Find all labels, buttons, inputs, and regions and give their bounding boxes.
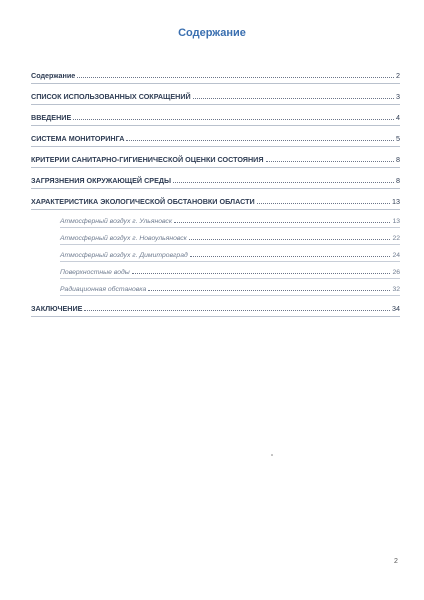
toc-entry-label: ВВЕДЕНИЕ [31, 113, 72, 122]
leader-dots [84, 309, 390, 311]
divider [31, 125, 400, 126]
toc-entry-criteria[interactable] [31, 152, 400, 164]
toc-entry-conclusion[interactable] [31, 301, 400, 313]
toc-entry-label: Радиационная обстановка [60, 286, 147, 293]
divider [31, 188, 400, 189]
leader-dots [126, 139, 394, 141]
leader-dots [174, 221, 390, 223]
toc-entry-pollution[interactable] [31, 173, 400, 185]
leader-dots [257, 202, 390, 204]
toc-entry-contents[interactable] [31, 68, 400, 80]
toc-entry-page: 26 [392, 269, 400, 276]
toc-entry-label: Атмосферный воздух г. Димитровград [60, 252, 188, 259]
leader-dots [193, 97, 394, 99]
leader-dots [77, 76, 394, 78]
divider [60, 261, 400, 262]
divider [31, 167, 400, 168]
divider [31, 209, 400, 210]
toc-entry-label: Содержание [31, 71, 76, 80]
toc-entry-page: 22 [392, 235, 400, 242]
toc-title: Содержание [178, 27, 246, 39]
toc-entry-monitoring[interactable] [31, 131, 400, 143]
toc-subentry-dimitrovgrad[interactable] [60, 247, 400, 259]
toc-subentry-radiation[interactable] [60, 281, 400, 293]
divider [60, 227, 400, 228]
toc-entry-label: Поверхностные воды [60, 269, 130, 276]
leader-dots [189, 238, 391, 240]
leader-dots [266, 160, 394, 162]
divider [31, 104, 400, 105]
toc-entry-page: 2 [396, 71, 400, 80]
divider [60, 278, 400, 279]
toc-entry-label: СИСТЕМА МОНИТОРИНГА [31, 134, 125, 143]
toc-entry-page: 8 [396, 176, 400, 185]
toc-entry-introduction[interactable] [31, 110, 400, 122]
toc-entry-label: ХАРАКТЕРИСТИКА ЭКОЛОГИЧЕСКОЙ ОБСТАНОВКИ ОБЛАСТИ [31, 197, 255, 206]
scan-speck [271, 454, 273, 456]
toc-entry-page: 24 [392, 252, 400, 259]
toc-entry-label: ЗАКЛЮЧЕНИЕ [31, 304, 83, 313]
toc-entry-page: 5 [396, 134, 400, 143]
toc-entry-page: 4 [396, 113, 400, 122]
toc-subentry-ulyanovsk[interactable] [60, 213, 400, 225]
toc-subentry-surface-water[interactable] [60, 264, 400, 276]
leader-dots [173, 181, 394, 183]
toc-entry-page: 3 [396, 92, 400, 101]
leader-dots [190, 255, 391, 257]
toc-entry-page: 34 [392, 304, 400, 313]
leader-dots [132, 272, 391, 274]
divider [60, 295, 400, 296]
toc-entry-page: 32 [392, 286, 400, 293]
toc-entry-label: Атмосферный воздух г. Ульяновск [60, 218, 173, 225]
toc-entry-page: 13 [392, 218, 400, 225]
leader-dots [73, 118, 394, 120]
divider [31, 316, 400, 317]
toc-entry-ecology[interactable] [31, 194, 400, 206]
toc-entry-label: ЗАГРЯЗНЕНИЯ ОКРУЖАЮЩЕЙ СРЕДЫ [31, 176, 172, 185]
divider [31, 83, 400, 84]
divider [31, 146, 400, 147]
toc-entry-label: КРИТЕРИИ САНИТАРНО-ГИГИЕНИЧЕСКОЙ ОЦЕНКИ СОСТОЯНИЯ [31, 155, 264, 164]
page-number: 2 [394, 558, 398, 565]
toc-entry-abbreviations[interactable] [31, 89, 400, 101]
toc-subentry-novoulyanovsk[interactable] [60, 230, 400, 242]
toc-entry-label: СПИСОК ИСПОЛЬЗОВАННЫХ СОКРАЩЕНИЙ [31, 92, 191, 101]
leader-dots [148, 289, 390, 291]
toc-entry-page: 13 [392, 197, 400, 206]
divider [60, 244, 400, 245]
toc-entry-page: 8 [396, 155, 400, 164]
toc-entry-label: Атмосферный воздух г. Новоульяновск [60, 235, 187, 242]
